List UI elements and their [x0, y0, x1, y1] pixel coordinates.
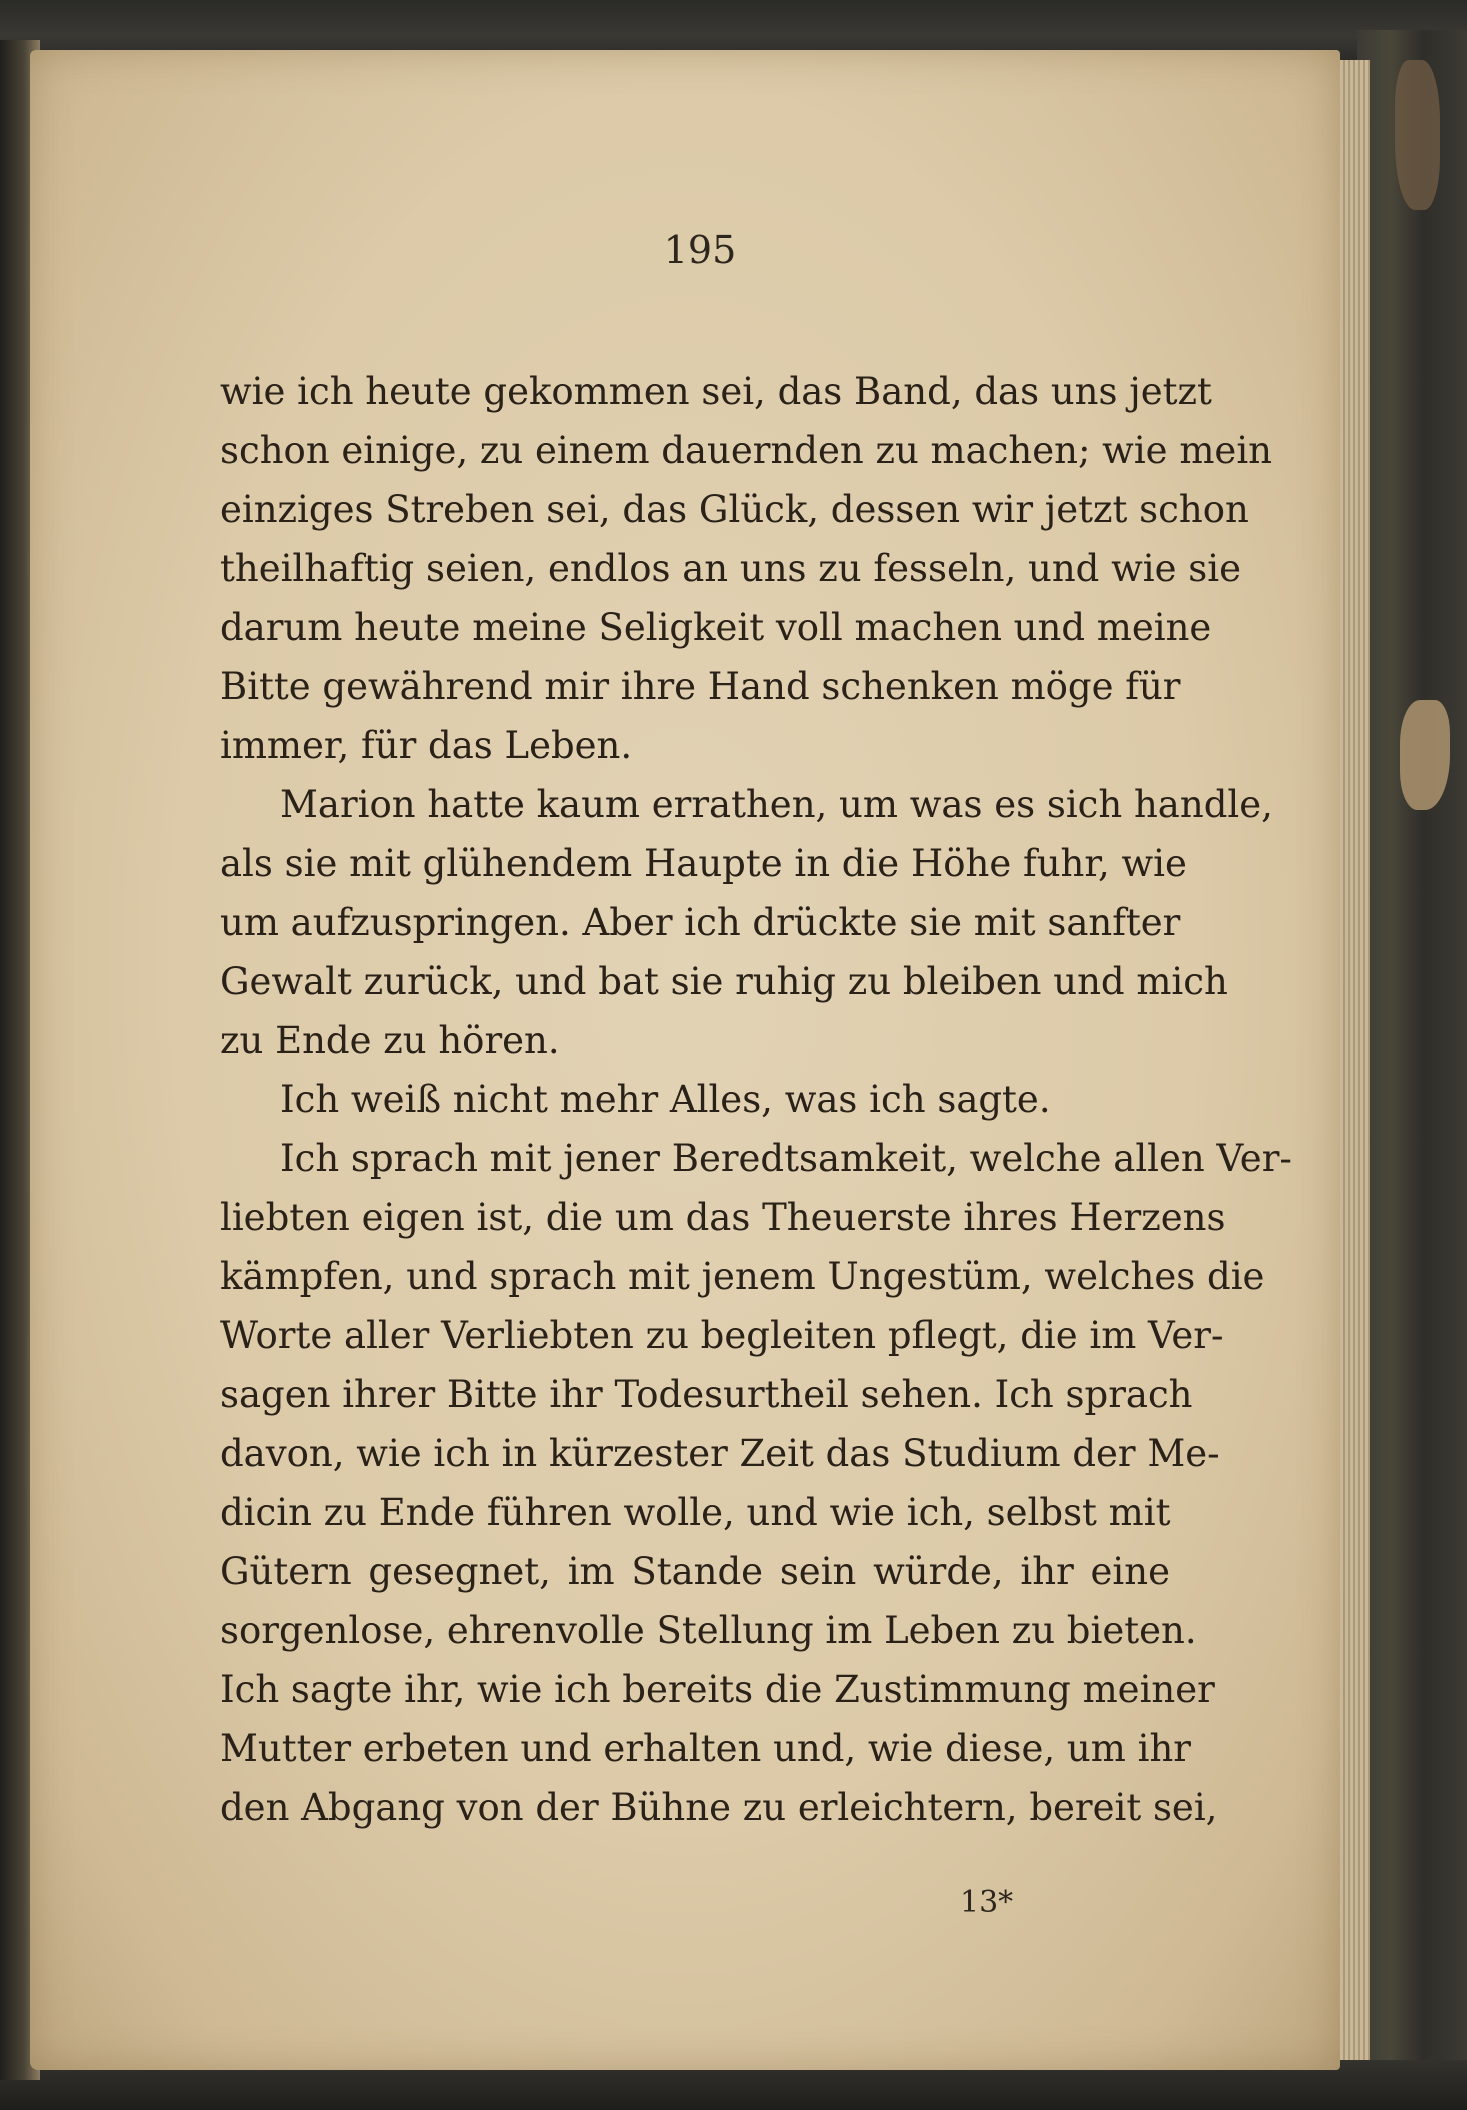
text-line: Worte aller Verliebten zu begleiten pflegt, die im Ver-	[220, 1314, 1224, 1357]
text-line: um aufzuspringen. Aber ich drückte sie mit sanfter	[220, 901, 1181, 944]
text-line: wie ich heute gekommen sei, das Band, das uns jetzt	[220, 370, 1212, 413]
cover-wear-mark	[1400, 700, 1450, 810]
book-page	[30, 50, 1340, 2070]
text-line: Ich weiß nicht mehr Alles, was ich sagte.	[280, 1078, 1051, 1121]
text-line: davon, wie ich in kürzester Zeit das Studium der Me-	[220, 1432, 1220, 1475]
text-line: darum heute meine Seligkeit voll machen und meine	[220, 606, 1212, 649]
text-line: Gewalt zurück, und bat sie ruhig zu bleiben und mich	[220, 960, 1228, 1003]
text-line: den Abgang von der Bühne zu erleichtern, bereit sei,	[220, 1786, 1218, 1829]
text-line: Gütern gesegnet, im Stande sein würde, ihr eine	[220, 1550, 1170, 1593]
text-line: Mutter erbeten und erhalten und, wie diese, um ihr	[220, 1727, 1191, 1770]
text-line: Bitte gewährend mir ihre Hand schenken möge für	[220, 665, 1181, 708]
text-line: Ich sagte ihr, wie ich bereits die Zustimmung meiner	[220, 1668, 1215, 1711]
text-line: Ich sprach mit jener Beredtsamkeit, welche allen Ver-	[280, 1137, 1292, 1180]
text-line: theilhaftig seien, endlos an uns zu fesseln, und wie sie	[220, 547, 1242, 590]
book-cover-right	[1357, 30, 1467, 2090]
text-line: sagen ihrer Bitte ihr Todesurtheil sehen. Ich sprach	[220, 1373, 1193, 1416]
signature-mark: 13*	[960, 1885, 1014, 1920]
text-line: einziges Streben sei, das Glück, dessen wir jetzt schon	[220, 488, 1249, 531]
text-line: sorgenlose, ehrenvolle Stellung im Leben zu bieten.	[220, 1609, 1197, 1652]
page-number: 195	[663, 228, 737, 272]
cover-wear-mark	[1395, 60, 1440, 210]
body-text	[220, 362, 1292, 1837]
text-line: als sie mit glühendem Haupte in die Höhe fuhr, wie	[220, 842, 1187, 885]
text-line: immer, für das Leben.	[220, 724, 633, 767]
text-line: kämpfen, und sprach mit jenem Ungestüm, welches die	[220, 1255, 1265, 1298]
text-line: schon einige, zu einem dauernden zu machen; wie mein	[220, 429, 1272, 472]
text-line: dicin zu Ende führen wolle, und wie ich, selbst mit	[220, 1491, 1171, 1534]
text-line: zu Ende zu hören.	[220, 1019, 560, 1062]
text-line: liebten eigen ist, die um das Theuerste ihres Herzens	[220, 1196, 1226, 1239]
text-line: Marion hatte kaum errathen, um was es sich handle,	[280, 783, 1273, 826]
